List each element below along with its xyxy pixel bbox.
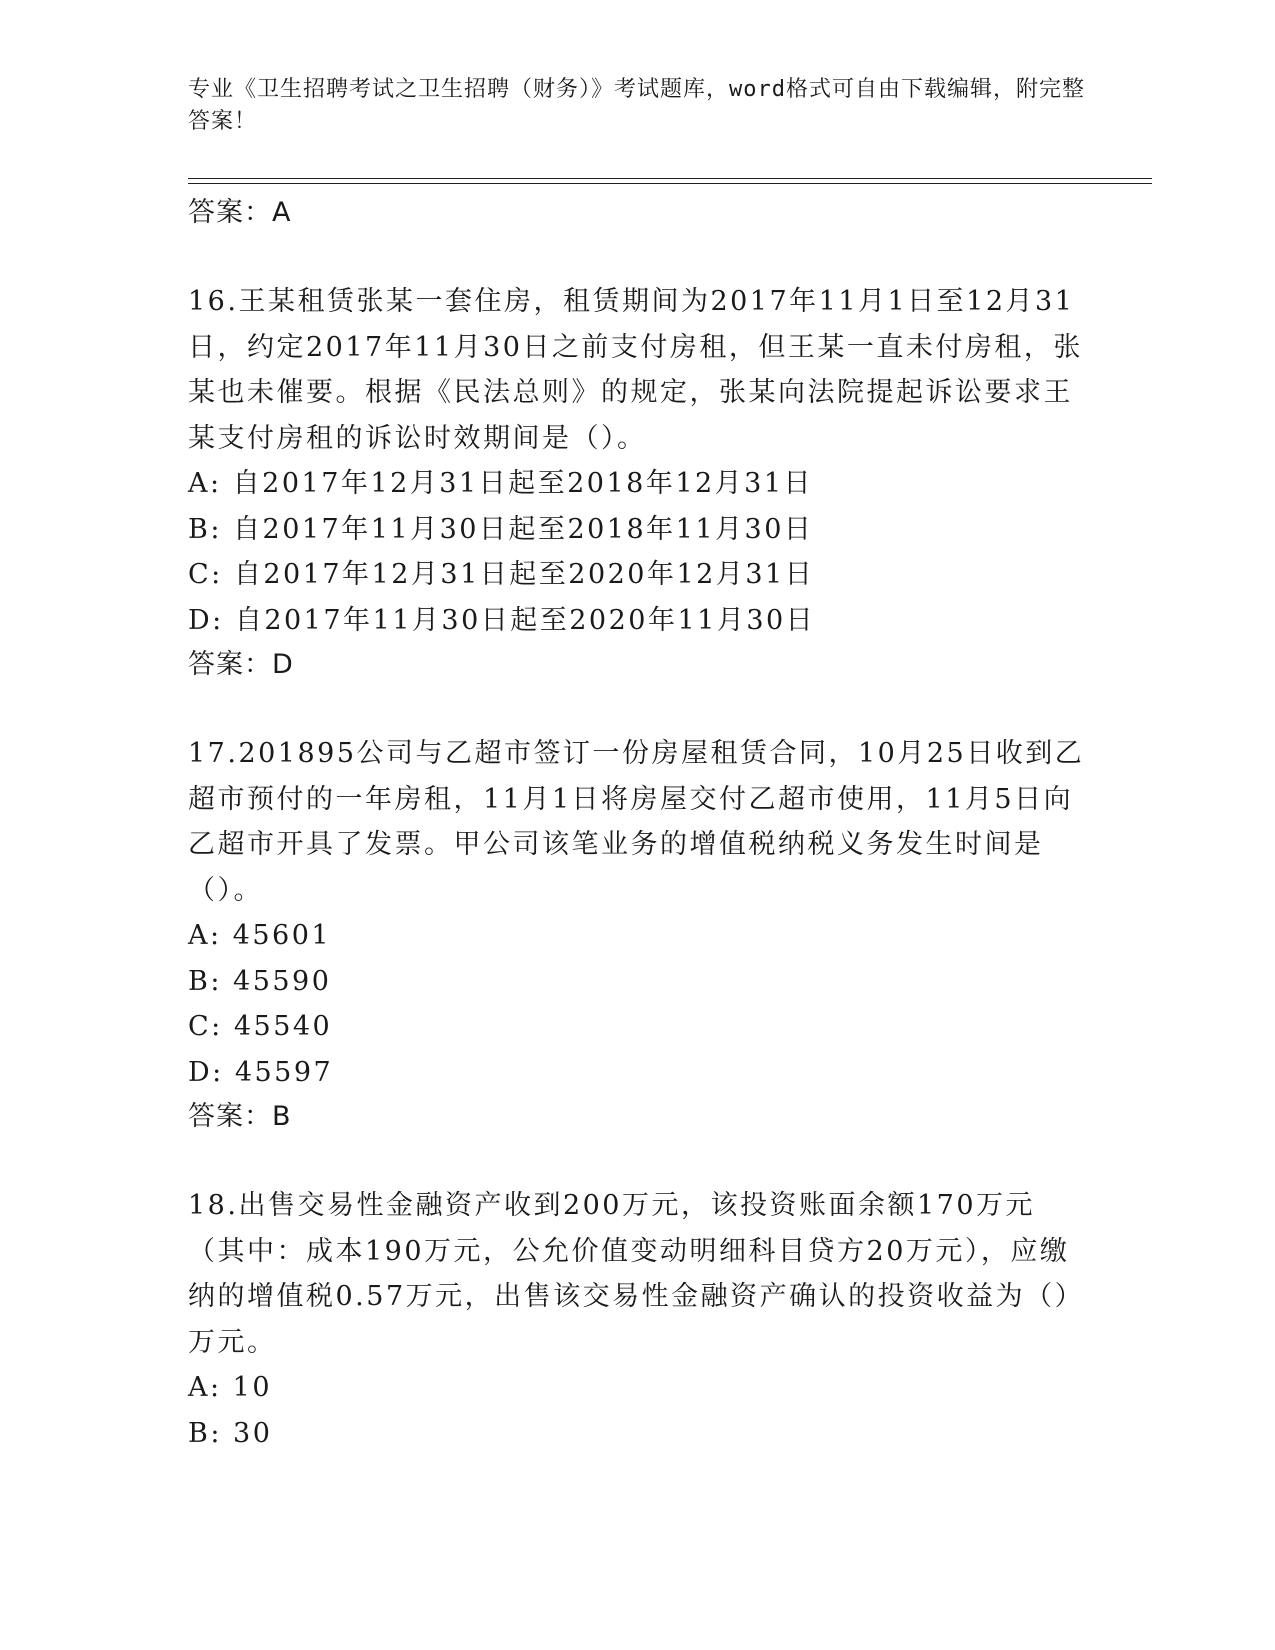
option-c: C: 自2017年12月31日起至2020年12月31日 [188, 559, 815, 590]
question-18 [188, 1183, 1088, 1456]
question-stem: 17.201895公司与乙超市签订一份房屋租赁合同，10月25日收到乙超市预付的一年房租，11月1日将房屋交付乙超市使用，11月5日向乙超市开具了发票。甲公司该笔业务的增值税纳税义务发生时间是（）。 [188, 738, 1085, 906]
question-16 [188, 279, 1088, 687]
option-a: A: 45601 [188, 920, 332, 951]
header-divider-top [188, 178, 1152, 179]
answer-line: 答案：D [188, 649, 294, 680]
option-b: B: 自2017年11月30日起至2018年11月30日 [188, 513, 814, 545]
option-c: C: 45540 [188, 1011, 333, 1042]
option-b: B: 45590 [188, 965, 332, 997]
question-list [188, 191, 1088, 1456]
header-divider-bottom [188, 183, 1152, 184]
question-stem: 16.王某租赁张某一套住房，租赁期间为2017年11月1日至12月31日，约定2017年11月30日之前支付房租，但王某一直未付房租，张某也未催要。根据《民法总则》的规定，张某向法院提起诉讼要求王某支付房租的诉讼时效期间是（）。 [188, 286, 1083, 454]
option-a: A: 自2017年12月31日起至2018年12月31日 [188, 468, 814, 499]
option-d: D: 45597 [188, 1056, 334, 1088]
question-17 [188, 731, 1088, 1139]
question-stem: 18.出售交易性金融资产收到200万元，该投资账面余额170万元（其中：成本190万元，公允价值变动明细科目贷方20万元），应缴纳的增值税0.57万元，出售该交易性金融资产确认的投资收益为（）万元。 [188, 1190, 1085, 1358]
document-header: 专业《卫生招聘考试之卫生招聘（财务）》考试题库，word格式可自由下载编辑，附完整答案！ [188, 77, 1085, 134]
answer-line: 答案：A [188, 197, 292, 228]
option-d: D: 自2017年11月30日起至2020年11月30日 [188, 604, 816, 636]
option-a: A: 10 [188, 1372, 273, 1403]
answer-line: 答案：B [188, 1101, 292, 1132]
option-b: B: 30 [188, 1417, 273, 1449]
